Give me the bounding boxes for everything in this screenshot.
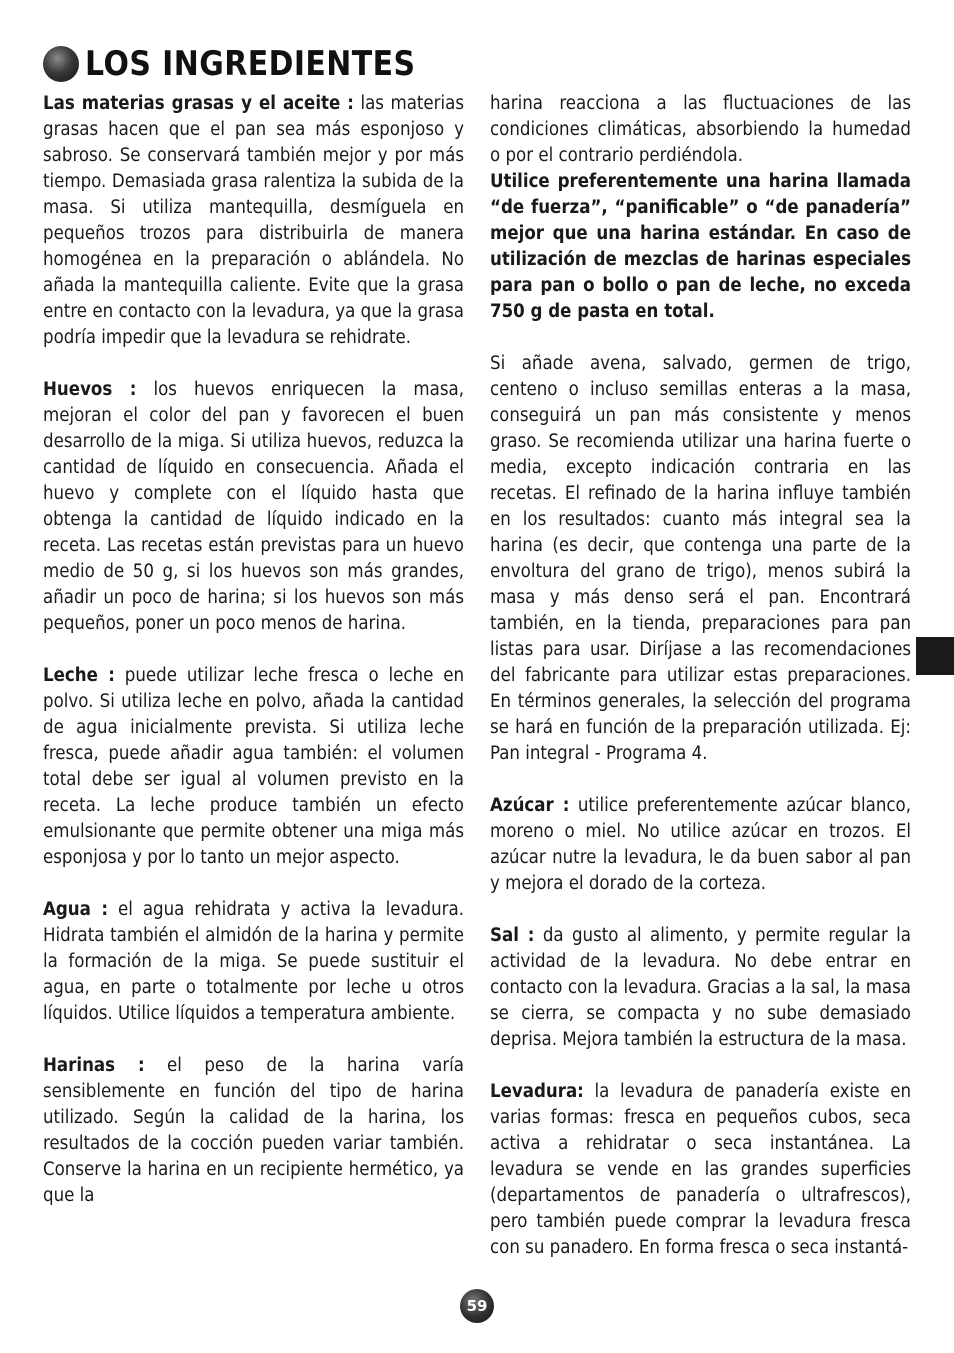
label-leche: Leche : [43,665,115,686]
text-sal: da gusto al alimento, y permite regular la actividad de la levadura. No debe entrar en contacto con la levadura. Gracias a la sal, la masa se cierra, se compacta y no sube demasiado deprisa. Mejora también la estructura de la masa. [490,925,911,1050]
right-column [490,91,911,1261]
label-grasas: Las materias grasas y el aceite : [43,93,354,114]
paragraph-grasas [43,91,464,351]
title-bullet-icon [43,46,79,82]
page-number-badge: 59 [460,1289,494,1323]
label-azucar: Azúcar : [490,795,570,816]
label-harinas: Harinas : [43,1055,145,1076]
section-tab-marker [916,637,954,675]
paragraph-harinas [43,1053,464,1209]
paragraph-leche [43,663,464,871]
paragraph-huevos [43,377,464,637]
page-header [43,40,461,88]
label-huevos: Huevos : [43,379,137,400]
text-levadura: la levadura de panadería existe en varias formas: fresca en pequeños cubos, seca activa a rehidratar o seca instantánea. La levadura se vende en las grandes superficies (departamentos de panadería o ultrafrescos), pero también puede comprar la levadura fresca con su panadero. En forma fresca o seca instantá- [490,1081,911,1258]
paragraph-harinas-cont: harina reacciona a las fluctuaciones de las condiciones climáticas, absorbiendo la humedad o por el contrario perdiéndola. [490,93,911,166]
text-agua: el agua rehidrata y activa la levadura. Hidrata también el almidón de la harina y permite la formación de la miga. Se puede sustituir el agua, en parte o totalmente por leche u otros líquidos. Utilice líquidos a temperatura ambiente. [43,899,465,1024]
text-huevos: los huevos enriquecen la masa, mejoran el color del pan y favorecen el buen desarrollo de la miga. Si utiliza huevos, reduzca la cantidad de líquido en consecuencia. Añada el huevo y complete con el líquido hasta que obtenga la cantidad de líquido indicado en la receta. Las recetas están previstas para un huevo medio de 50 g, si los huevos son más grandes, añadir un poco de harina; si los huevos son más pequeños, poner un poco menos de harina. [43,379,464,634]
text-grasas: las materias grasas hacen que el pan sea más esponjoso y sabroso. Se conservará también mejor y por más tiempo. Demasiada grasa ralentiza la subida de la masa. Si utiliza mantequilla, desmíguela en pequeños trozos para distribuirla de manera homogénea en la preparación o ablándela. No añada la mantequilla caliente. Evite que la grasa entre en contacto con la levadura, ya que la grasa podría impedir que la levadura se rehidrate. [43,93,465,348]
label-agua: Agua : [43,899,109,920]
paragraph-agua [43,897,464,1027]
text-harinas: el peso de la harina varía sensiblemente en función del tipo de harina utilizado. Según la calidad de la harina, los resultados de la cocción pueden variar también. Conserve la harina en un recipiente hermético, ya que la [43,1055,464,1206]
label-levadura: Levadura: [490,1081,584,1102]
paragraph-levadura [490,1079,911,1261]
paragraph-harinas-bold: Utilice preferentemente una harina llamada “de fuerza”, “panificable” o “de panadería” mejor que una harina estándar. En caso de utilización de mezclas de harinas especiales para pan o bollo o pan de leche, no exceda 750 g de pasta en total. [490,171,911,322]
text-azucar: utilice preferentemente azúcar blanco, moreno o miel. No utilice azúcar en trozos. El azúcar nutre la levadura, le da buen sabor al pan y mejora el dorado de la corteza. [490,795,911,894]
paragraph-sal [490,923,911,1053]
left-column [43,91,464,1209]
paragraph-harinas-more: Si añade avena, salvado, germen de trigo, centeno o incluso semillas enteras a la masa, conseguirá un pan más consistente y menos graso. Se recomienda utilizar una harina fuerte o media, excepto indicación contraria en las recetas. El refinado de la harina influye también en los resultados: cuanto más integral sea la harina (es decir, que contenga una parte de la envoltura del grano de trigo), menos subirá la masa y más denso será el pan. Encontrará también, en la tienda, preparaciones para pan listas para usar. Diríjase a las recomendaciones del fabricante para utilizar estas preparaciones. En términos generales, la selección del programa se hará en función de la preparación utilizada. Ej: Pan integral - Programa 4. [490,353,911,764]
page-title: LOS INGREDIENTES [85,44,416,84]
text-leche: puede utilizar leche fresca o leche en polvo. Si utiliza leche en polvo, añada la cantidad de agua inicialmente prevista. Si utiliza leche fresca, puede añadir agua también: el volumen total debe ser igual al volumen previsto en la receta. La leche produce también un efecto emulsionante que permite obtener una miga más esponjosa y por lo tanto un mejor aspecto. [43,665,464,868]
paragraph-azucar [490,793,911,897]
label-sal: Sal : [490,925,535,946]
